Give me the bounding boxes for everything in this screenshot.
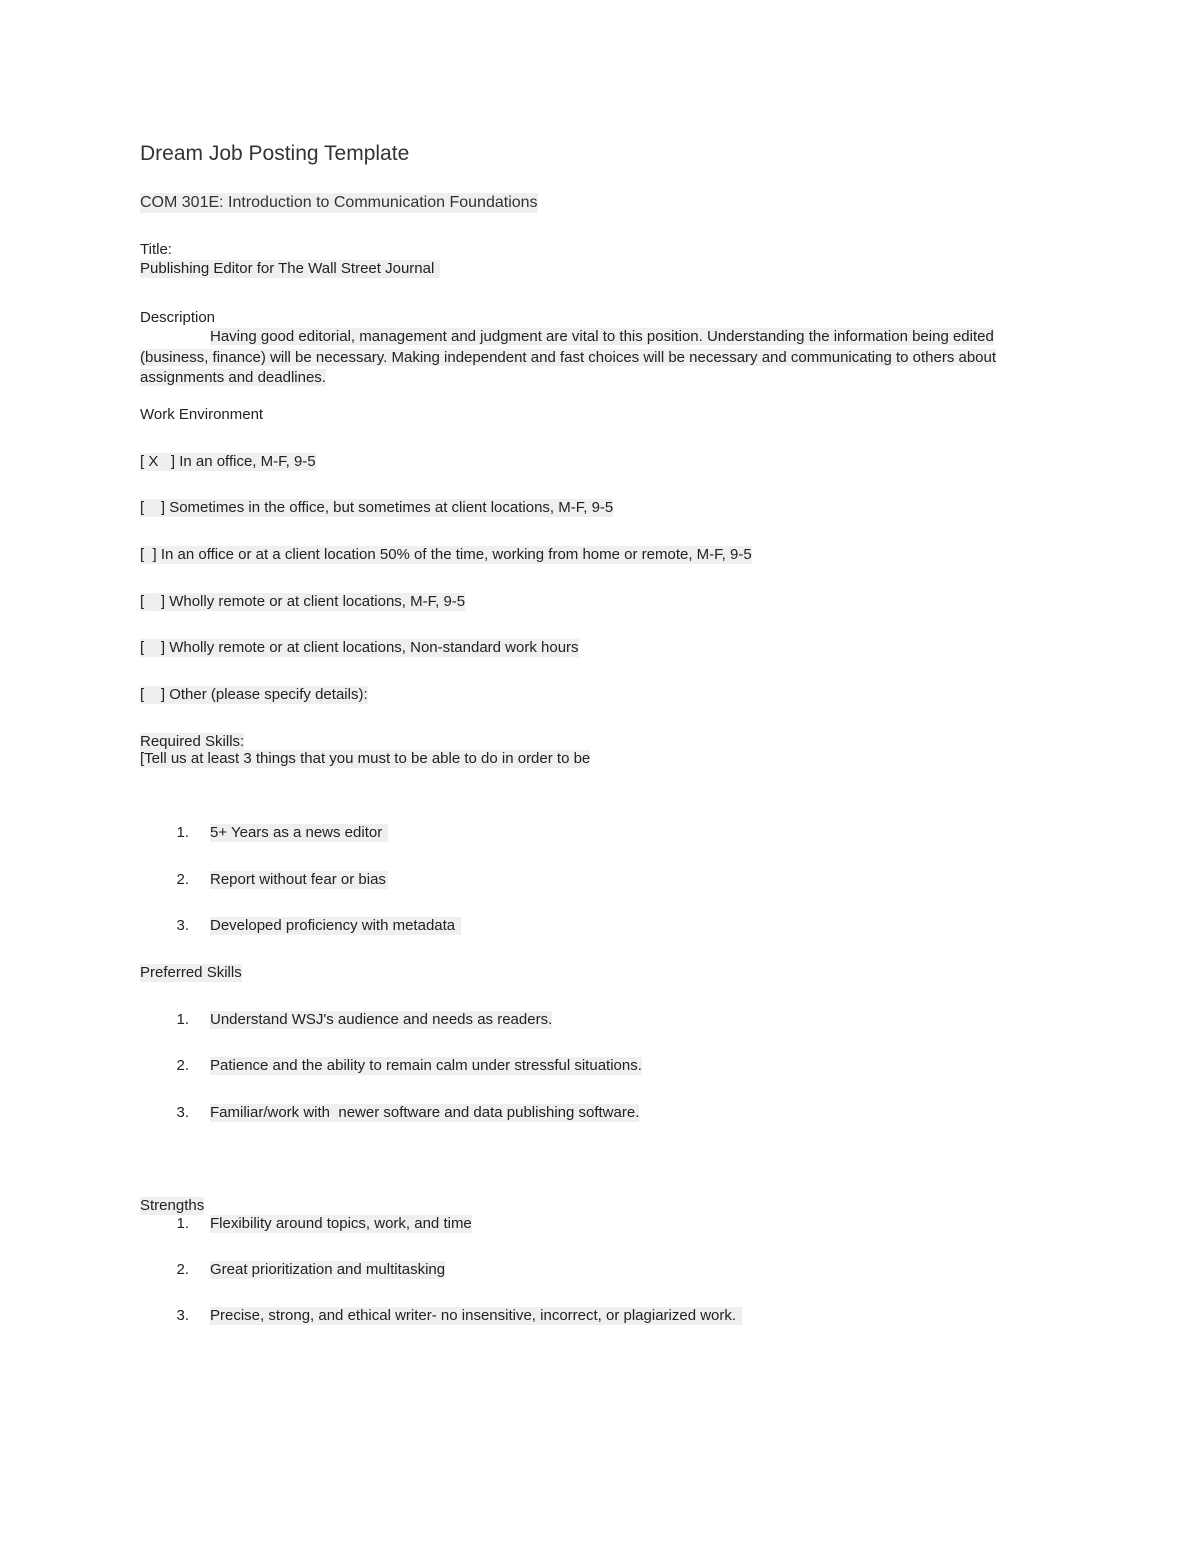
work-option-hybrid-client [140, 499, 613, 517]
checkbox-checked: [ X ] [140, 453, 176, 470]
list-number: 2. [176, 1261, 189, 1278]
work-option-text: Other (please specify details): [169, 686, 368, 703]
required-skill-item: Developed proficiency with metadata [210, 917, 461, 935]
work-option-text: Sometimes in the office, but sometimes at client locations, M-F, 9-5 [169, 499, 614, 516]
course-name: COM 301E: Introduction to Communication Foundations [140, 194, 538, 211]
checkbox-empty: [ ] [140, 546, 157, 563]
list-number: 2. [176, 871, 189, 888]
preferred-skill-item: Understand WSJ's audience and needs as readers. [210, 1011, 553, 1028]
work-option-remote-standard [140, 593, 465, 611]
checkbox-empty: [ ] [140, 686, 166, 703]
list-number: 3. [176, 1104, 189, 1121]
description-label: Description [140, 309, 216, 326]
required-skill-item: Report without fear or bias [210, 871, 386, 888]
list-number: 3. [176, 1307, 189, 1324]
work-option-other [140, 686, 368, 704]
preferred-skill-item: Familiar/work with newer software and data publishing software. [210, 1104, 640, 1121]
strength-item: Precise, strong, and ethical writer- no insensitive, incorrect, or plagiarized work. [210, 1307, 742, 1325]
required-skills-label: Required Skills: [140, 733, 245, 750]
strength-item: Great prioritization and multitasking [210, 1261, 446, 1278]
title-label: Title: [140, 241, 172, 258]
work-option-office [140, 453, 316, 471]
document-title: Dream Job Posting Template [140, 142, 410, 165]
preferred-skills-label: Preferred Skills [140, 964, 242, 981]
work-option-text: In an office or at a client location 50% of the time, working from home or remote, M-F, 9-5 [160, 546, 752, 563]
list-number: 1. [176, 824, 189, 841]
required-skills-instruction: [Tell us at least 3 things that you must to be able to do in order to be [140, 750, 591, 767]
work-environment-label: Work Environment [140, 406, 264, 423]
work-option-text: Wholly remote or at client locations, M-F, 9-5 [169, 593, 466, 610]
strengths-label: Strengths [140, 1197, 205, 1214]
work-option-half-remote [140, 546, 752, 564]
list-number: 2. [176, 1057, 189, 1074]
description-body: Having good editorial, management and judgment are vital to this position. Understanding the information being edited (business, finance) will be necessary. Making independent and fast choices will be necessary and communicating to others about assignments and deadlines. [140, 328, 997, 386]
work-option-text: In an office, M-F, 9-5 [179, 453, 316, 470]
list-number: 3. [176, 917, 189, 934]
work-option-remote-nonstandard [140, 639, 579, 657]
required-skill-item: 5+ Years as a news editor [210, 824, 388, 842]
list-number: 1. [176, 1011, 189, 1028]
preferred-skill-item: Patience and the ability to remain calm under stressful situations. [210, 1057, 642, 1074]
checkbox-empty: [ ] [140, 499, 166, 516]
job-title-value: Publishing Editor for The Wall Street Journal [140, 260, 440, 278]
work-option-text: Wholly remote or at client locations, Non-standard work hours [169, 639, 579, 656]
strength-item: Flexibility around topics, work, and time [210, 1215, 472, 1232]
description-text [140, 327, 1060, 389]
list-number: 1. [176, 1215, 189, 1232]
checkbox-empty: [ ] [140, 639, 166, 656]
checkbox-empty: [ ] [140, 593, 166, 610]
